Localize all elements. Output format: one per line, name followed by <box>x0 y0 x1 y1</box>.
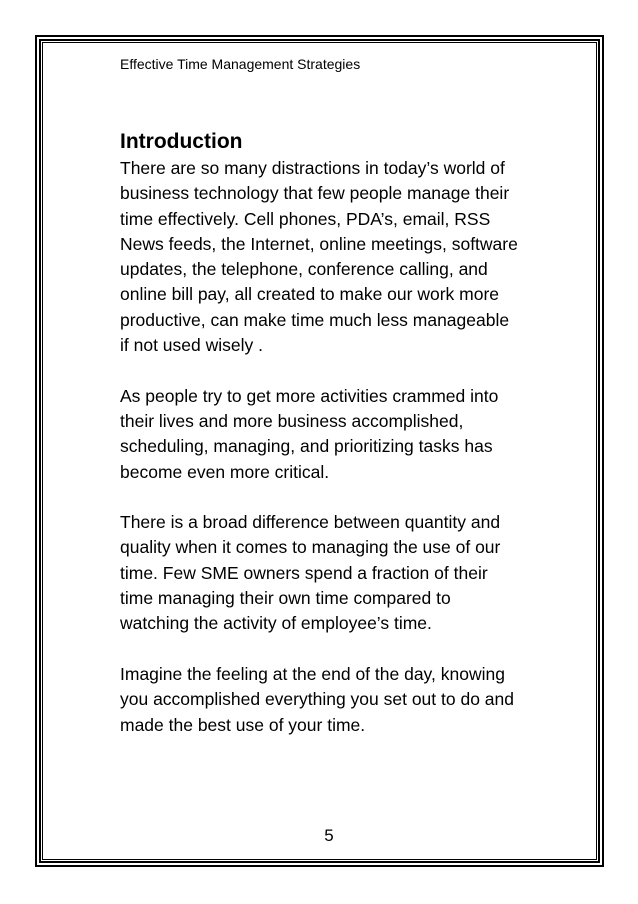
section-heading: Introduction <box>120 130 243 153</box>
document-body <box>120 128 550 763</box>
paragraph-2: As people try to get more activities crammed into their lives and more business accomplished, scheduling, managing, and prioritizing tasks has become even more critical. <box>120 385 499 482</box>
page-number-footer <box>0 825 638 847</box>
paragraph-4: Imagine the feeling at the end of the day, knowing you accomplished everything you set out to do and made the best use of your time. <box>120 663 514 735</box>
paragraph-1: There are so many distractions in today’s world of business technology that few people manage their time effectively. Cell phones, PDA’s, email, RSS News feeds, the Internet, online meetings, software updates, the telephone, conference calling, and online bill pay, all created to make our work more productive, can make time much less manageable if not used wisely . <box>120 158 518 356</box>
running-header: Effective Time Management Strategies <box>120 56 361 72</box>
page-number: 5 <box>324 826 334 845</box>
paragraph-3: There is a broad difference between quantity and quality when it comes to managing the use of our time. Few SME owners spend a fraction of their time managing their own time compared to watching the activity of employee’s time. <box>120 512 501 634</box>
